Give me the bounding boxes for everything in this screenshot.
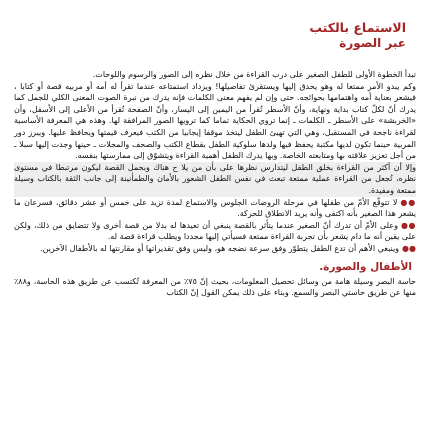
- bullet-text: لا تتوقّع الأمّ من طفلها في مرحلة الروضات الجلوس والاستماع لمدة تزيد على خمس أو عشر دقائق، فسرعان ما يشعر هذا الصغير بأنه اكتفى وأنه يريد الانطلاق للحركة.: [14, 197, 416, 219]
- paragraph-1: تبدأ الخطوة الأولى للطفل الصغير على درب القراءة من خلال نظره إلى الصور والرسوم واللوحات.: [92, 70, 416, 79]
- bullet-marker-icon: ●●: [402, 243, 416, 253]
- bullet-marker-icon: ●●: [400, 220, 417, 230]
- bullet-text: وينبغي الأهم أن تدع الطفل يتطوّر وفق سرعة نضجه هو، وليس وفق تقديراتها أو مقارنتها له بالأطفال الآخرين.: [40, 243, 400, 253]
- paragraph-3: وإلا أن أكثر من القراءة بخلق الطفل ليتدارس نظرها على بأن من يلا ح هناك وبحمل القصة ليكون مرتبطا في مستوى نظره، تُجعل من القراءة عملية ممتعة تبعث في نفس الطفل الشعور بالأمان والطمأنينة إلى جانب الثقة بالكتاب وسيلة ممتعة ومفيدة.: [14, 162, 416, 195]
- bullet-item-3: [14, 243, 416, 255]
- bullet-item-1: [14, 197, 416, 220]
- page-subtitle: عبر الصورة: [339, 36, 406, 50]
- heading-block: [14, 20, 406, 51]
- bullet-item-2: [14, 220, 416, 243]
- bullet-marker-icon: ●●: [400, 197, 417, 207]
- section-title: الأطفال والصورة.: [319, 260, 412, 273]
- bullet-text: وعلى الأمّ أن تدرك أنّ الصغير عندما يتأثر بالقصة ينبغي أن تعيدها له بدلا من قصة أخرى ولا تتضايق من ذلك، ولكن على يقين أنه ما دام يشعر بأن تجربة القراءة ممتعة فسيأتي إليها مجددا ويطلب قراءة قصة له.: [14, 220, 416, 242]
- paragraph-2: وكم يبدو الأمر ممتعا له وهو يحدق إليها ويستقرئ تفاصيلها! ويزداد استمتاعه عندما تقرأ له أمه أو مربيه قصة أو كتابا ، فيشعر بعناية أمه واهتمامها بحوائجه. حتى وإن لم يفهم معنى الكلمات فإنه يدرك من نبرة الصوت المعنى الكلي للجمل كما يدرك أنّ لكلّ كتاب بداية ونهاية، وأنّ الأسطر تُقرأ من اليمين إلى اليسار، وأنّ الصفحة تُقرأ من الأعلى إلى الأسفل، وأن «الخربشة» على الأسطر ـ الكلمات ـ إنما تروي الحكاية تماما كما ترويها الصور المرافقة لها. وهذه هي المعرفة الأساسية لقراءة ناجحة في المستقبل، وهي التي تهيئ الطفل ليتخذ موقفا إيجابيا من الكتب فيعرف قيمتها ويحافظ عليها. ويبرز دور المربية حينما تكون لديها مكتبة يحفظ فيها ولدها سلوكية الطفل بقطاع الكتب والصحف والمجلات ـ حينها وجدت إليها سبلا ـ من أجل تعزيز علاقته بها ومتابعته الخاصة. وبها يدرك الطفل أهمية القراءة ويتشوّق إلى ممارستها بنفسه.: [14, 81, 416, 161]
- section-paragraph: حاسة البصر وسيلة هامة من وسائل تحصيل المعلومات، بحيث إنّ ٧٥٪ من المعرفة تُكتسب عن طريق هذه الحاسة، و٨٨٪ منها عن طريق حاستي البصر والسمع. وبناء على ذلك يمكن القول إنّ الكتاب: [14, 276, 416, 298]
- page-title: الاستماع بالكتب: [309, 20, 406, 35]
